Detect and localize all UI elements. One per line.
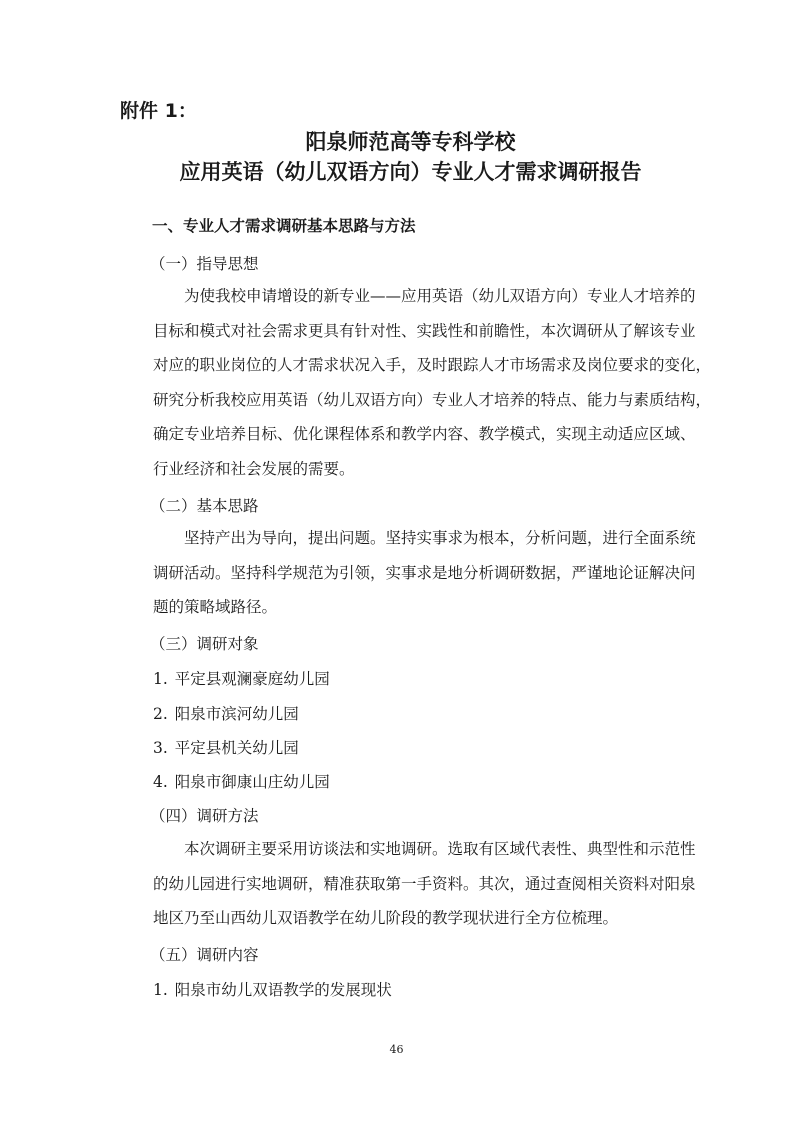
subsection2-heading: （二）基本思路 [150, 497, 259, 515]
paragraph-line: 本次调研主要采用访谈法和实地调研。选取有区域代表性、典型性和示范性 [184, 840, 696, 858]
list-item-text: 阳泉市御康山庄幼儿园 [174, 773, 330, 791]
document-title-line1: 阳泉师范高等专科学校 [305, 130, 516, 154]
paragraph-line: 对应的职业岗位的人才需求状况入手，及时跟踪人才市场需求及岗位要求的变化， [153, 356, 712, 374]
paragraph-line: 题的策略域路径。 [153, 598, 278, 616]
list-item-text: 平定县机关幼儿园 [174, 739, 299, 757]
list-item [153, 667, 330, 689]
paragraph-line: 为使我校申请增设的新专业——应用英语（幼儿双语方向）专业人才培养的 [184, 287, 696, 305]
subsection1-paragraph [122, 279, 712, 486]
list-item [153, 978, 392, 1000]
list-item-number: 3. [153, 739, 168, 757]
paragraph-line: 的幼儿园进行实地调研，精准获取第一手资料。其次，通过查阅相关资料对阳泉 [153, 874, 696, 893]
document-title-line2: 应用英语（幼儿双语方向）专业人才需求调研报告 [179, 160, 642, 184]
page-number: 46 [389, 1043, 404, 1056]
list-item-text: 平定县观澜豪庭幼儿园 [174, 670, 330, 688]
annex-label: 附件 1： [120, 100, 197, 122]
subsection4-paragraph [122, 832, 696, 936]
paragraph-line: 行业经济和社会发展的需要。 [153, 459, 355, 478]
paragraph-line: 确定专业培养目标、优化课程体系和教学内容、教学模式，实现主动适应区域、 [153, 425, 696, 443]
subsection4-heading: （四）调研方法 [150, 807, 259, 825]
list-item-text: 阳泉市滨河幼儿园 [174, 705, 299, 723]
subsection3-heading: （三）调研对象 [150, 635, 259, 653]
section1-heading: 一、专业人才需求调研基本思路与方法 [152, 217, 416, 235]
paragraph-line: 调研活动。坚持科学规范为引领，实事求是地分析调研数据，严谨地论证解决问 [153, 563, 696, 582]
list-item-number: 4. [153, 773, 168, 791]
paragraph-line: 研究分析我校应用英语（幼儿双语方向）专业人才培养的特点、能力与素质结构， [153, 390, 712, 409]
list-item [153, 702, 299, 724]
paragraph-line: 目标和模式对社会需求更具有针对性、实践性和前瞻性，本次调研从了解该专业 [153, 321, 696, 340]
list-item-number: 1. [153, 670, 168, 688]
paragraph-line: 坚持产出为导向，提出问题。坚持实事求为根本，分析问题，进行全面系统 [184, 529, 696, 547]
list-item [153, 736, 299, 758]
list-item-number: 1. [153, 981, 168, 999]
subsection1-heading: （一）指导思想 [150, 255, 259, 273]
subsection2-paragraph [122, 521, 696, 625]
list-item-number: 2. [153, 705, 168, 723]
paragraph-line: 地区乃至山西幼儿双语教学在幼儿阶段的教学现状进行全方位梳理。 [153, 909, 619, 927]
list-item-text: 阳泉市幼儿双语教学的发展现状 [174, 981, 392, 999]
list-item [153, 770, 330, 792]
subsection5-heading: （五）调研内容 [150, 946, 259, 964]
